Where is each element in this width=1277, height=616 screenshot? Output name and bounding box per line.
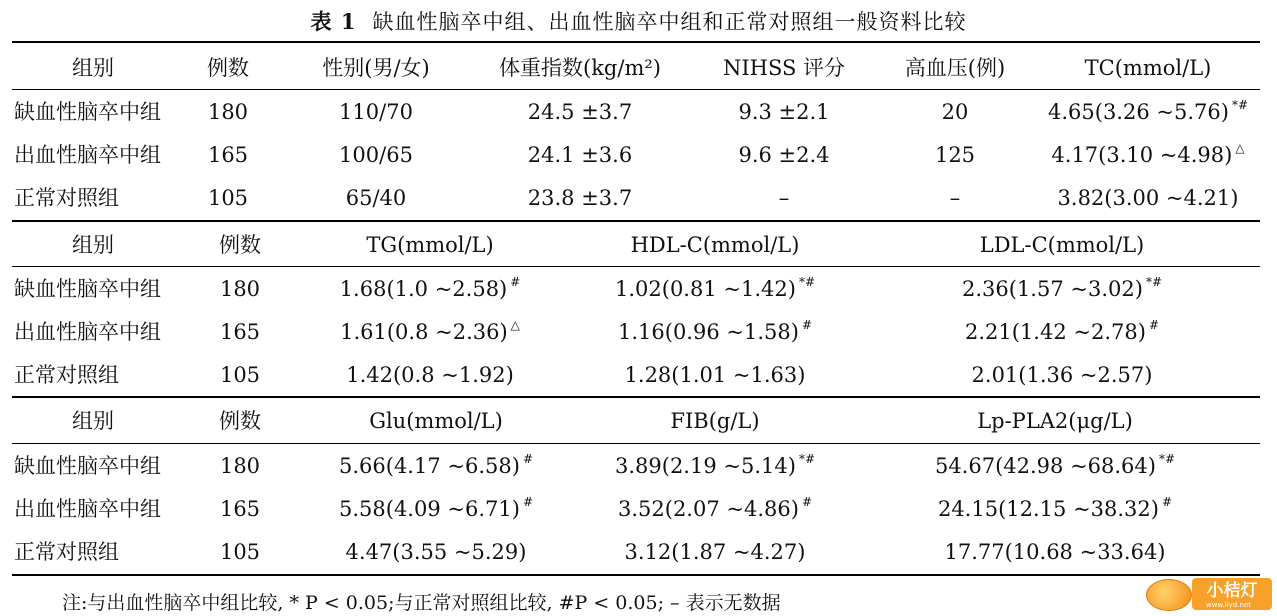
table-rule	[12, 574, 1260, 576]
table-cell: 缺血性脑卒中组	[14, 277, 161, 301]
table-rule	[12, 266, 1260, 267]
table-cell: –	[949, 186, 961, 210]
significance-mark: #	[522, 495, 533, 509]
table-cell: 3.89(2.19 ~5.14) *#	[615, 452, 815, 478]
column-header: LDL-C(mmol/L)	[979, 233, 1145, 257]
table-cell: 54.67(42.98 ~68.64) *#	[934, 452, 1176, 478]
table-cell: 65/40	[345, 186, 407, 210]
table-number: 表 1	[310, 9, 357, 34]
table-cell: 4.17(3.10 ~4.98) △	[1051, 141, 1245, 167]
table-cell: 5.58(4.09 ~6.71) #	[339, 495, 533, 521]
table-caption: 缺血性脑卒中组、出血性脑卒中组和正常对照组一般资料比较	[372, 10, 967, 34]
significance-mark: *#	[1231, 98, 1248, 112]
table-cell: 24.5 ±3.7	[527, 100, 633, 124]
table-cell: 正常对照组	[14, 540, 119, 564]
column-header: FIB(g/L)	[670, 409, 760, 433]
table-cell: 165	[219, 497, 261, 521]
table-cell: 5.66(4.17 ~6.58) #	[339, 452, 533, 478]
column-header: 组别	[72, 56, 114, 80]
table-cell: 1.16(0.96 ~1.58) #	[618, 318, 812, 344]
column-header: TC(mmol/L)	[1084, 56, 1212, 80]
table-cell: 4.65(3.26 ~5.76) *#	[1048, 98, 1248, 124]
table-cell: 165	[219, 320, 261, 344]
table-cell: 3.82(3.00 ~4.21)	[1057, 186, 1239, 210]
table-row	[0, 312, 1277, 352]
table-cell: 180	[207, 100, 249, 124]
significance-mark: #	[522, 452, 533, 466]
table-row	[0, 446, 1277, 486]
table-row	[0, 135, 1277, 175]
column-header: Glu(mmol/L)	[369, 409, 503, 433]
significance-mark: #	[801, 318, 812, 332]
orange-icon	[1146, 579, 1192, 611]
table-cell: 缺血性脑卒中组	[14, 100, 161, 124]
table-cell: 20	[941, 100, 969, 124]
table-cell: 出血性脑卒中组	[14, 320, 161, 344]
table-row	[0, 489, 1277, 529]
header-row	[0, 48, 1277, 88]
header-row	[0, 225, 1277, 265]
table-cell: 9.3 ±2.1	[738, 100, 830, 124]
table-cell: 1.28(1.01 ~1.63)	[624, 363, 806, 387]
table-cell: 180	[219, 277, 261, 301]
significance-mark: #	[1148, 318, 1159, 332]
table-title	[0, 6, 1277, 36]
table-cell: 出血性脑卒中组	[14, 143, 161, 167]
column-header: 组别	[72, 233, 114, 257]
table-cell: 105	[207, 186, 249, 210]
table-cell: 110/70	[339, 100, 413, 124]
table-rule	[12, 89, 1260, 90]
column-header: NIHSS 评分	[722, 56, 846, 80]
table-cell: 缺血性脑卒中组	[14, 454, 161, 478]
column-header: 例数	[219, 409, 261, 433]
table-row	[0, 92, 1277, 132]
table-cell: 4.47(3.55 ~5.29)	[345, 540, 527, 564]
table-rule	[12, 443, 1260, 444]
column-header: Lp-PLA2(μg/L)	[977, 409, 1133, 433]
table-rule	[12, 396, 1260, 398]
table-cell: 24.1 ±3.6	[527, 143, 633, 167]
table-cell: 出血性脑卒中组	[14, 497, 161, 521]
table-cell: 23.8 ±3.7	[527, 186, 633, 210]
header-row	[0, 401, 1277, 441]
table-cell: 125	[934, 143, 976, 167]
table-cell: 2.01(1.36 ~2.57)	[971, 363, 1153, 387]
table-cell: 9.6 ±2.4	[738, 143, 830, 167]
table-cell: 165	[207, 143, 249, 167]
table-row	[0, 178, 1277, 218]
table-cell: 1.68(1.0 ~2.58) #	[339, 275, 521, 301]
significance-mark: *#	[1158, 452, 1176, 466]
column-header: TG(mmol/L)	[366, 233, 494, 257]
table-cell: –	[778, 186, 790, 210]
table-row	[0, 269, 1277, 309]
table-cell: 24.15(12.15 ~38.32) #	[937, 495, 1173, 521]
significance-mark: *#	[798, 452, 815, 466]
table-cell: 2.36(1.57 ~3.02) *#	[962, 275, 1162, 301]
table-cell: 100/65	[339, 143, 413, 167]
table-cell: 正常对照组	[14, 363, 119, 387]
column-header: 性别(男/女)	[322, 56, 430, 80]
watermark-logo	[1146, 578, 1272, 610]
table-rule	[12, 220, 1260, 222]
table-cell: 3.12(1.87 ~4.27)	[624, 540, 806, 564]
significance-mark: *#	[798, 275, 815, 289]
table-cell: 1.42(0.8 ~1.92)	[346, 363, 514, 387]
table-cell: 105	[219, 540, 261, 564]
significance-mark: △	[1235, 141, 1245, 155]
table-cell: 2.21(1.42 ~2.78) #	[965, 318, 1159, 344]
table-cell: 3.52(2.07 ~4.86) #	[618, 495, 812, 521]
column-header: 体重指数(kg/m²)	[499, 56, 661, 80]
table-cell: 180	[219, 454, 261, 478]
column-header: HDL-C(mmol/L)	[630, 233, 800, 257]
column-header: 组别	[72, 409, 114, 433]
watermark-url: www.liyd.net	[1206, 601, 1251, 609]
significance-mark: #	[1161, 495, 1173, 509]
column-header: 例数	[219, 233, 261, 257]
table-cell: 1.61(0.8 ~2.36) △	[340, 318, 520, 344]
significance-mark: *#	[1145, 275, 1162, 289]
table-footnote: 注:与出血性脑卒中组比较, * P < 0.05;与正常对照组比较, #P < 0.05; – 表示无数据	[62, 592, 781, 614]
table-cell: 17.77(10.68 ~33.64)	[944, 540, 1166, 564]
significance-mark: #	[801, 495, 812, 509]
table-row	[0, 355, 1277, 395]
table-cell: 正常对照组	[14, 186, 119, 210]
significance-mark: #	[510, 275, 521, 289]
column-header: 例数	[207, 56, 249, 80]
watermark-text: 小桔灯	[1192, 578, 1272, 610]
table-cell: 1.02(0.81 ~1.42) *#	[615, 275, 815, 301]
table-cell: 105	[219, 363, 261, 387]
table-row	[0, 532, 1277, 572]
table-rule	[12, 41, 1260, 43]
significance-mark: △	[510, 318, 520, 332]
column-header: 高血压(例)	[904, 56, 1006, 80]
